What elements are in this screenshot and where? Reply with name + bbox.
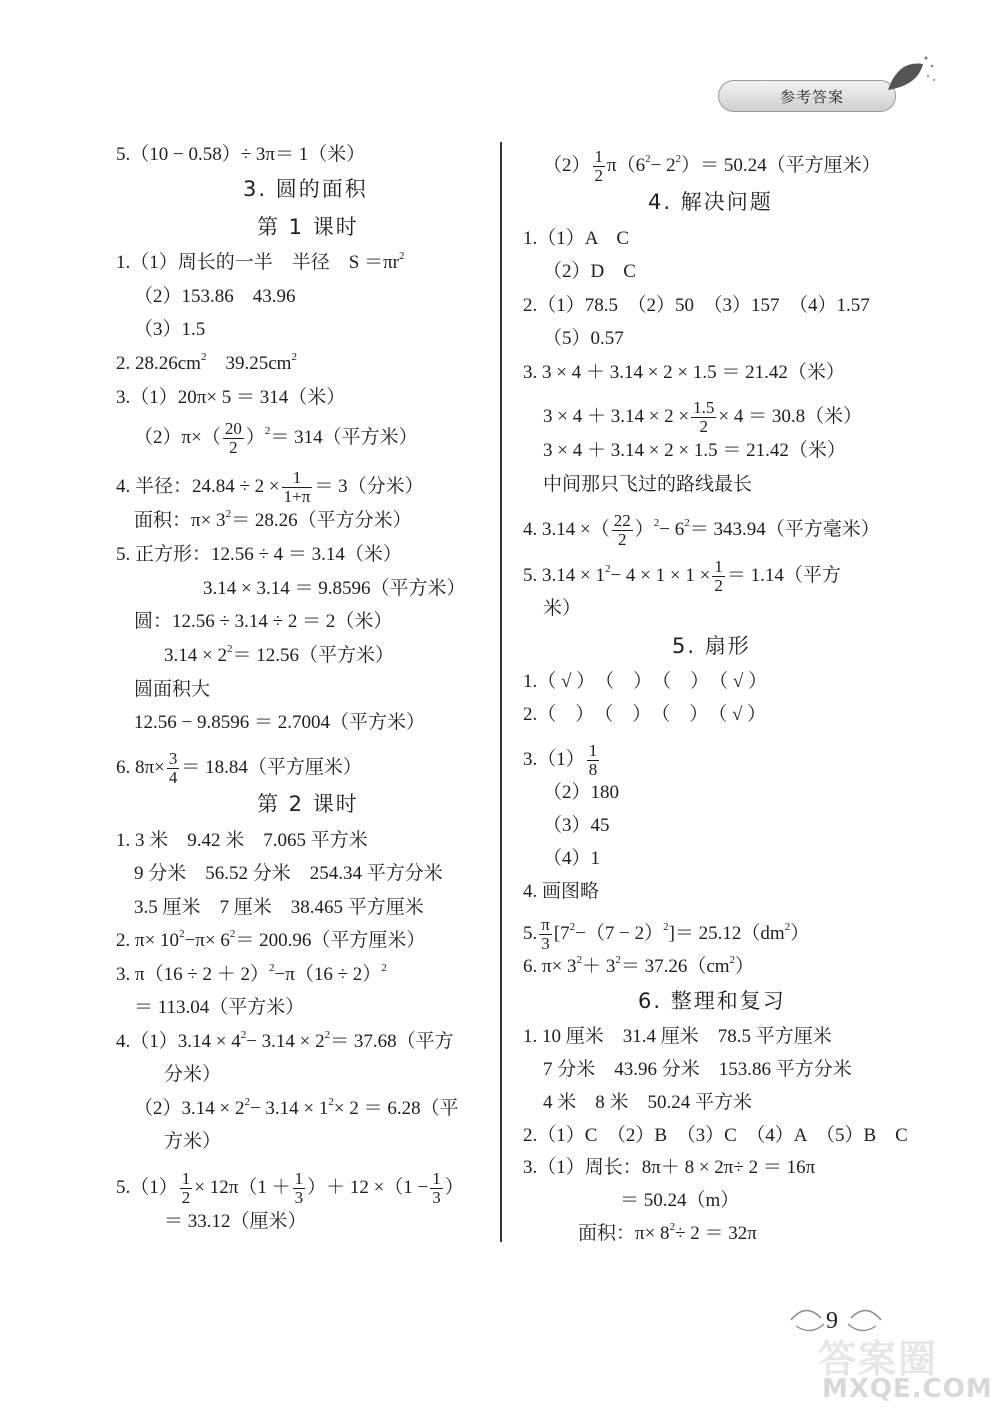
answer-line: 方米） — [164, 1131, 222, 1152]
banner-title: 参考答案 — [780, 88, 845, 106]
answer-line: 1.（1）周长的一半 半径 $S =\pi r^2$ — [116, 250, 405, 273]
answer-line: 2. $28.26cm^2$ $39.25cm^2$ — [116, 351, 297, 374]
answer-line: 12.56 − 9.8596 ＝ 2.7004（平方米） — [134, 712, 425, 733]
answer-line: 6. 8π× $\frac{3}{4}$ ＝ 18.84（平方厘米） — [116, 749, 362, 787]
answer-line: 1. 10 厘米 31.4 厘米 78.5 平方厘米 — [523, 1026, 832, 1047]
answer-line: 1.（ √ ） （ ） （ ） （ √ ） — [523, 671, 768, 692]
answer-line: $4.(1)3.14 \times 4^2- 3.14 \times 2^2= 37.68$（平方 — [116, 1029, 454, 1052]
answer-line: 4. 画图略 — [523, 881, 600, 902]
watermark-logo: 答案圈 — [818, 1337, 939, 1381]
answer-line: 面积：$\pi\times 3^2= 28.26$（平方分米） — [134, 508, 412, 531]
section-title-3: 3. 圆的面积 — [243, 177, 368, 201]
answer-line: 2.（1）78.5 （2）50 （3）157 （4）1.57 — [523, 295, 870, 316]
answer-line: 5.（10 − 0.58）÷ 3π＝ 1（米） — [116, 144, 366, 165]
answer-line: 7 分米 43.96 分米 153.86 平方分米 — [543, 1059, 852, 1080]
answer-line: 3 × 4 ＋ 3.14 × 2 × 1.5 ＝ 21.42（米） — [543, 440, 846, 461]
answer-line: 3. $\pi(16 \div 2 + 2)^2-\pi(16 \div 2)^2$ — [116, 962, 387, 985]
answer-line: （2）D C — [543, 261, 636, 282]
leaf-decoration-icon — [878, 50, 938, 110]
answer-line: 圆面积大 — [134, 679, 211, 700]
answer-line: 米） — [543, 598, 582, 619]
answer-line: （4）1 — [543, 848, 601, 869]
answer-line: 5. $3.14 \times 1^2- 4 \times 1 \times 1$ × $\frac{1}{2}$ ＝ 1.14（平方 — [523, 557, 841, 595]
answer-line: （5）0.57 — [543, 328, 624, 349]
answer-line: 3.14 × 3.14 ＝ 9.8596（平方米） — [203, 578, 466, 599]
answer-line: 4. 半径：24.84 ÷ 2 × $\frac{1}{1+\pi}$ ＝ 3（分米） — [116, 468, 424, 506]
answer-line: 3. 3 × 4 ＋ 3.14 × 2 × 1.5 ＝ 21.42（米） — [523, 362, 845, 383]
lesson-title-1: 第 1 课时 — [257, 215, 359, 239]
answer-line: ＝ 50.24（m） — [620, 1190, 740, 1211]
answer-line: 中间那只飞过的路线最长 — [543, 474, 753, 495]
answer-line: 5. $\frac{\pi}{3}$ $[7^2-(7 - 2)^2]= 25.12(dm^2)$ — [523, 915, 810, 953]
answer-line: ＝ 113.04（平方米） — [134, 997, 305, 1018]
answer-line: 2. $\pi\times 10^2-\pi\times 6^2= 200.96$（平方厘米） — [116, 928, 426, 951]
answer-line: 5. 正方形：12.56 ÷ 4 ＝ 3.14（米） — [116, 544, 402, 565]
answer-line: 圆：12.56 ÷ 3.14 ÷ 2 ＝ 2（米） — [134, 611, 393, 632]
answer-line: （3）1.5 — [134, 319, 206, 340]
section-title-6: 6. 整理和复习 — [638, 989, 786, 1013]
section-title-5: 5. 扇形 — [672, 634, 751, 658]
answer-line: ＝ 33.12（厘米） — [164, 1211, 307, 1232]
answer-line: 1. 3 米 9.42 米 7.065 平方米 — [116, 830, 368, 851]
answer-line: 5.（1） $\frac{1}{2}$ × 12π（1 ＋ $\frac{1}{3}$ ）＋ 12 ×（1 − $\frac{1}{3}$ ） — [116, 1169, 464, 1207]
answer-line: 3.（1）20π× 5 ＝ 314（米） — [116, 387, 346, 408]
page-number: 9 — [826, 1308, 838, 1334]
watermark-url: MXQE.COM — [822, 1374, 993, 1404]
header-banner — [718, 80, 918, 114]
answer-line: （2） $\frac{1}{2}$ $\pi(6^2- 2^2)= 50.24$（平方厘米） — [543, 147, 881, 185]
answer-line: 2.（1）C （2）B （3）C （4）A （5）B C — [523, 1125, 908, 1146]
answer-line: 1.（1）A C — [523, 228, 630, 249]
answer-line: 3.（1） $\frac{1}{8}$ — [523, 741, 598, 779]
answer-line: 6. $\pi\times 3^2+ 3^2= 37.26(cm^2)$ — [523, 954, 755, 977]
answer-line: （3）45 — [543, 815, 610, 836]
answer-line: （2）180 — [543, 782, 620, 803]
answer-line: 3 × 4 ＋ 3.14 × 2 × $\frac{1.5}{2}$ × 4 ＝ 30.8（米） — [543, 398, 863, 436]
answer-line: 4 米 8 米 50.24 平方米 — [543, 1092, 753, 1113]
answer-line: 3.5 厘米 7 厘米 38.465 平方厘米 — [134, 897, 424, 918]
answer-line: 分米） — [164, 1064, 222, 1085]
answer-line: $3.14 \times 2^2= 12.56$（平方米） — [164, 643, 394, 666]
answer-line: 2.（ ） （ ） （ ） （ √ ） — [523, 704, 767, 725]
answer-line: （2）153.86 43.96 — [134, 286, 296, 307]
section-title-4: 4. 解决问题 — [648, 190, 773, 214]
answer-line: （2）π×（ $\frac{20}{2}$ ）$^2$＝ 314（平方米） — [134, 419, 418, 457]
column-divider — [500, 142, 502, 1242]
answer-line: 3.（1）周长：8π＋ 8 × 2π÷ 2 ＝ 16π — [523, 1157, 816, 1178]
answer-line: 9 分米 56.52 分米 254.34 平方分米 — [134, 863, 443, 884]
lesson-title-2: 第 2 课时 — [257, 792, 359, 816]
answer-line: 4. 3.14 ×（ $\frac{22}{2}$ ）$^2- 6^2= 343.94$（平方毫米） — [523, 511, 880, 549]
answer-line: $(2)3.14 \times 2^2- 3.14 \times 1^2\times 2 = 6.28$（平 — [134, 1096, 459, 1119]
answer-line: 面积：$\pi\times 8^2\div 2 = 32\pi$ — [578, 1221, 757, 1244]
